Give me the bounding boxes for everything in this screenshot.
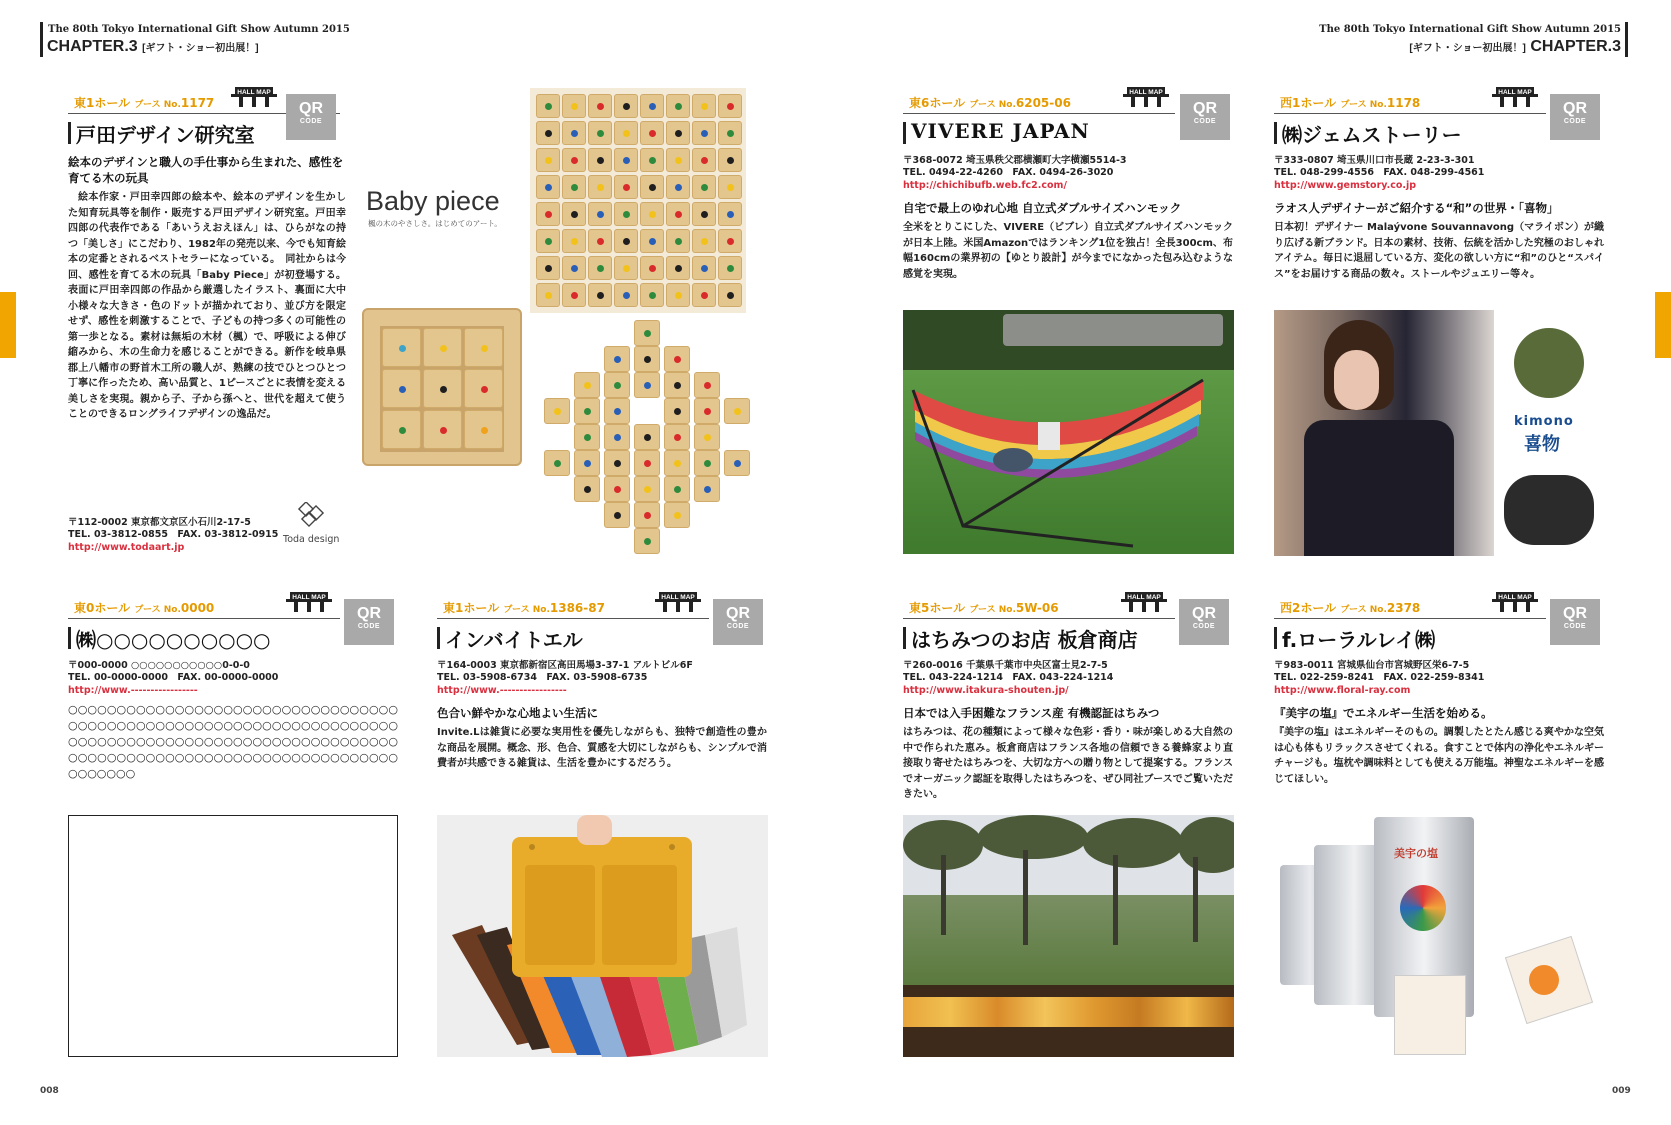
title-bar xyxy=(437,627,440,649)
wooden-block xyxy=(692,283,716,307)
product-photo-kimono xyxy=(1274,310,1604,556)
wooden-block xyxy=(423,369,462,408)
wooden-block xyxy=(640,256,664,280)
wooden-block xyxy=(664,502,690,528)
qr-code-icon[interactable] xyxy=(1550,94,1600,140)
wooden-block xyxy=(634,320,660,346)
wooden-block xyxy=(382,328,421,367)
qr-code-label: CODE xyxy=(1563,623,1587,630)
toda-logo-icon xyxy=(288,502,338,532)
title-bar xyxy=(903,627,906,649)
booth-prefix: ブース No. xyxy=(134,605,181,615)
wooden-block xyxy=(562,256,586,280)
tel-fax: TEL. 043-224-1214 FAX. 043-224-1214 xyxy=(903,672,1114,683)
chapter-subtitle-right: [ギフト・ショー初出展！] xyxy=(1409,43,1526,54)
tel-fax: TEL. 022-259-8241 FAX. 022-259-8341 xyxy=(1274,672,1485,683)
wooden-block xyxy=(382,410,421,449)
body-text: 全米をとりこにした、VIVERE（ビブレ）自立式ダブルサイズハンモックが日本上陸。米国Amazonではランキング1位を独占！全長300cm、布幅160cmの業界初の【ゆとり設計】が今までになかった包み込むような感覚を実現。 xyxy=(903,222,1233,280)
website-link[interactable]: http://www.floral-ray.com xyxy=(1274,685,1411,696)
wooden-block xyxy=(666,121,690,145)
wooden-block xyxy=(574,424,600,450)
wooden-block xyxy=(614,202,638,226)
wooden-block xyxy=(718,283,742,307)
wooden-block xyxy=(614,148,638,172)
header-bar-right xyxy=(1625,22,1628,57)
booth-number: 1178 xyxy=(1386,96,1421,110)
hall-name: 東0ホール xyxy=(74,601,131,615)
booth-prefix: ブース No. xyxy=(1340,100,1387,110)
wooden-block xyxy=(562,229,586,253)
booth-prefix: ブース No. xyxy=(503,605,550,615)
chapter-subtitle: [ギフト・ショー初出展！] xyxy=(142,43,259,54)
hall-map-icon[interactable] xyxy=(286,589,332,619)
wooden-block xyxy=(423,410,462,449)
wooden-block xyxy=(604,450,630,476)
postal-address: 〒333-0807 埼玉県川口市長蔵 2-23-3-301 xyxy=(1274,155,1475,166)
wooden-block xyxy=(694,476,720,502)
wooden-block xyxy=(464,369,503,408)
wooden-block xyxy=(562,121,586,145)
wooden-block xyxy=(562,148,586,172)
website-link[interactable]: http://www.gemstory.co.jp xyxy=(1274,180,1417,191)
wooden-block xyxy=(536,148,560,172)
wooden-block xyxy=(666,256,690,280)
booth-prefix: ブース No. xyxy=(134,100,181,110)
qr-code-icon[interactable] xyxy=(1179,599,1229,645)
company-name: インバイトエル xyxy=(445,628,583,652)
body-text: Invite.Lは雑貨に必要な実用性を優先しながらも、独特で創造性の豊かな商品を展開。概念、形、色合、質感を大切にしながらも、シンプルで消費者が共感できる雑貨は、生活を豊かにするだろう。 xyxy=(437,727,767,769)
package-label: 美宇の塩 xyxy=(1394,847,1438,860)
website-link[interactable]: http://www.----------------- xyxy=(437,685,567,696)
hall-map-icon[interactable] xyxy=(1492,84,1538,114)
booth-label xyxy=(1280,94,1420,111)
wooden-block xyxy=(718,256,742,280)
booth-label xyxy=(1280,599,1420,616)
wooden-block xyxy=(692,256,716,280)
wooden-block xyxy=(718,148,742,172)
wooden-block xyxy=(724,398,750,424)
wooden-block xyxy=(536,121,560,145)
wooden-block xyxy=(694,372,720,398)
hall-map-icon[interactable] xyxy=(655,589,701,619)
wooden-block xyxy=(588,175,612,199)
wooden-block xyxy=(640,283,664,307)
tel-fax: TEL. 00-0000-0000 FAX. 00-0000-0000 xyxy=(68,672,279,683)
qr-code-icon[interactable] xyxy=(1180,94,1230,140)
wooden-block xyxy=(634,450,660,476)
qr-label: QR xyxy=(726,605,750,622)
qr-code-label: CODE xyxy=(357,623,381,630)
product-photo-block-grid xyxy=(530,88,746,313)
page-number-right: 009 xyxy=(1612,1086,1631,1096)
postal-address: 〒983-0011 宮城県仙台市宮城野区栄6-7-5 xyxy=(1274,660,1470,671)
qr-code-icon[interactable] xyxy=(344,599,394,645)
wooden-block xyxy=(536,229,560,253)
wooden-block xyxy=(666,175,690,199)
wooden-block xyxy=(718,175,742,199)
brand-text: kimono xyxy=(1514,414,1574,429)
product-photo-hammock xyxy=(903,310,1234,554)
hall-map-icon[interactable] xyxy=(1121,589,1167,619)
body-text: ○○○○○○○○○○○○○○○○○○○○○○○○○○○○○○○○○○○○○○○○○○○○○○○○○○○○○○○○○○○○○○○○○○○○○○○○○○○○○○○○○○○○○○○○○○○○○○○○○○○○○○○○○○○○○○○○○○○○○○○○○○○○○○○○○○○○○○○○○○○○○○○ xyxy=(68,703,398,780)
qr-code-icon[interactable] xyxy=(713,599,763,645)
body-text: 日本初！デザイナー Malaývone Souvannavong（マライボン）が織り広げる新ブランド。日本の素材、技術、伝統を活かした究極のおしゃれアイテム。毎日に退屈している方、変化の欲しい方に“和”のひと“スパイス”をお届けする商品の数々。ストールやジュエリー等々。 xyxy=(1274,222,1604,280)
side-tab-right xyxy=(1655,292,1671,358)
hall-name: 東1ホール xyxy=(74,96,131,110)
wooden-block xyxy=(604,476,630,502)
image-placeholder-frame xyxy=(68,815,398,1057)
postal-address: 〒164-0003 東京都新宿区高田馬場3-37-1 アルトビル6F xyxy=(437,660,693,671)
wooden-block xyxy=(588,121,612,145)
wooden-block xyxy=(614,229,638,253)
wooden-block xyxy=(536,202,560,226)
tel-fax: TEL. 0494-22-4260 FAX. 0494-26-3020 xyxy=(903,167,1114,178)
booth-number: 0000 xyxy=(180,601,215,615)
wooden-block xyxy=(634,528,660,554)
booth-number: 1386-87 xyxy=(549,601,605,615)
website-link[interactable]: http://www.itakura-shouten.jp/ xyxy=(903,685,1069,696)
wooden-block xyxy=(634,346,660,372)
wooden-block xyxy=(588,94,612,118)
company-name: f.ローラルレイ㈱ xyxy=(1282,628,1436,652)
postal-address: 〒260-0016 千葉県千葉市中央区富士見2-7-5 xyxy=(903,660,1108,671)
wooden-block xyxy=(574,450,600,476)
hall-map-icon[interactable] xyxy=(231,84,277,114)
wooden-block xyxy=(692,148,716,172)
wooden-block xyxy=(666,229,690,253)
body-text: はちみつは、花の種類によって様々な色彩・香り・味が楽しめる大自然の中で作られた恵み。板倉商店はフランス各地の信頼できる養蜂家より直接取り寄せたはちみつを、大切な方への贈り物として提案する。フランスでオーガニック認証を取得したはちみつを、ぜひ同社ブースでご覧いただきたい。 xyxy=(903,727,1233,800)
wooden-block xyxy=(640,202,664,226)
wooden-block xyxy=(640,121,664,145)
wooden-block xyxy=(666,94,690,118)
wooden-block xyxy=(536,283,560,307)
booth-number: 2378 xyxy=(1386,601,1421,615)
qr-code-label: CODE xyxy=(1563,118,1587,125)
wooden-block xyxy=(692,175,716,199)
booth-number: 1177 xyxy=(180,96,215,110)
wooden-block xyxy=(718,229,742,253)
wooden-block xyxy=(724,450,750,476)
wooden-block xyxy=(604,372,630,398)
logo-text: Toda design xyxy=(283,534,340,545)
website-link[interactable]: http://www.todaart.jp xyxy=(68,542,185,553)
wooden-block xyxy=(692,94,716,118)
wooden-block xyxy=(574,398,600,424)
booth-label xyxy=(909,599,1059,616)
tel-fax: TEL. 03-3812-0855 FAX. 03-3812-0915 xyxy=(68,529,279,540)
wooden-block xyxy=(544,398,570,424)
wooden-block xyxy=(694,424,720,450)
hall-map-icon[interactable] xyxy=(1492,589,1538,619)
title-bar xyxy=(1274,122,1277,144)
wooden-block xyxy=(664,398,690,424)
company-name: 戸田デザイン研究室 xyxy=(76,123,255,147)
postal-address: 〒112-0002 東京都文京区小石川2-17-5 xyxy=(68,517,251,528)
wooden-block xyxy=(640,175,664,199)
qr-code-icon[interactable] xyxy=(1550,599,1600,645)
product-photo-diamond xyxy=(540,318,766,554)
wooden-block xyxy=(536,256,560,280)
qr-label: QR xyxy=(1563,605,1587,622)
qr-label: QR xyxy=(1193,100,1217,117)
product-photo-salt xyxy=(1274,815,1604,1057)
website-link[interactable]: http://www.----------------- xyxy=(68,685,198,696)
chapter-title: CHAPTER.3 xyxy=(47,38,138,55)
wooden-block xyxy=(640,94,664,118)
booth-number: 5W-06 xyxy=(1015,601,1059,615)
qr-label: QR xyxy=(299,100,323,117)
wooden-block xyxy=(588,283,612,307)
booth-label xyxy=(74,94,214,111)
wooden-block xyxy=(634,502,660,528)
title-bar xyxy=(1274,627,1277,649)
headline: ラオス人デザイナーがご紹介する“和”の世界・「喜物」 xyxy=(1274,201,1559,215)
booth-label xyxy=(909,94,1071,111)
wooden-block xyxy=(664,346,690,372)
headline: 自宅で最上のゆれ心地 自立式ダブルサイズハンモック xyxy=(903,201,1182,215)
wooden-block xyxy=(574,476,600,502)
wooden-block xyxy=(640,148,664,172)
wooden-block xyxy=(718,121,742,145)
wooden-block xyxy=(574,372,600,398)
page-number-left: 008 xyxy=(40,1086,59,1096)
booth-prefix: ブース No. xyxy=(969,605,1016,615)
company-name: ㈱○○○○○○○○○○ xyxy=(76,628,271,652)
wooden-block xyxy=(604,424,630,450)
wooden-block xyxy=(544,450,570,476)
body-text: 絵本作家・戸田幸四郎の絵本や、絵本のデザインを生かした知育玩具等を制作・販売する戸田デザイン研究室。戸田幸四郎の代表作である「あいうえおえほん」は、ひらがなの持つ「美しさ」にこだわり、1982年の発売以来、今でも知育絵本の定番とされるベストセラーになっている。 同社からは今回、感性を育てる木の玩具「Baby Piece」が初登場する。表面に戸田幸四郎の作品から厳選したイラスト、裏面に大中小様々な大きさ・色のドットが描かれており、並び方を限定せず、感性を刺激することで、子どもの持つ多くの可能性の第一歩となる。素材は無垢の木材（楓）で、呼吸による伸び縮みから、木の生命力を感じることができる。新作を岐阜県郡上八幡市の野首木工所の職人が、熟練の技でひとつひとつ丁寧に作ったため、高い品質と、1ピースごとに表情を変える美しさを実現。親から子、子から孫へと、世代を超えて使うことのできるロングライフデザインの逸品だ。 xyxy=(68,192,346,420)
wooden-block xyxy=(634,476,660,502)
booth-prefix: ブース No. xyxy=(1340,605,1387,615)
headline: 絵本のデザインと職人の手仕事から生まれた、感性を育てる木の玩具 xyxy=(68,155,344,185)
wooden-block xyxy=(666,202,690,226)
booth-number: 6205-06 xyxy=(1015,96,1071,110)
wooden-block xyxy=(614,175,638,199)
wooden-block xyxy=(536,175,560,199)
wooden-block xyxy=(588,256,612,280)
qr-code-label: CODE xyxy=(1192,623,1216,630)
booth-prefix: ブース No. xyxy=(969,100,1016,110)
postal-address: 〒000-0000 ○○○○○○○○○○○0-0-0 xyxy=(68,660,250,671)
wooden-block xyxy=(604,398,630,424)
wooden-block xyxy=(718,202,742,226)
wooden-block xyxy=(604,502,630,528)
qr-label: QR xyxy=(1563,100,1587,117)
hall-name: 西1ホール xyxy=(1280,96,1337,110)
qr-code-label: CODE xyxy=(1193,118,1217,125)
wooden-block xyxy=(640,229,664,253)
qr-code-label: CODE xyxy=(299,118,323,125)
wooden-block xyxy=(536,94,560,118)
chapter-label-right xyxy=(1409,38,1621,56)
show-name-right: The 80th Tokyo International Gift Show Autumn 2015 xyxy=(1319,24,1621,35)
wooden-block xyxy=(562,283,586,307)
wooden-block xyxy=(464,410,503,449)
headline: 『美宇の塩』でエネルギー生活を始める。 xyxy=(1274,706,1493,720)
wooden-block xyxy=(588,202,612,226)
wooden-block xyxy=(664,476,690,502)
wooden-block xyxy=(664,450,690,476)
wooden-block xyxy=(614,94,638,118)
tel-fax: TEL. 048-299-4556 FAX. 048-299-4561 xyxy=(1274,167,1485,178)
company-name: ㈱ジェムストーリー xyxy=(1282,123,1462,147)
wooden-block xyxy=(382,369,421,408)
wooden-block xyxy=(588,229,612,253)
title-bar xyxy=(68,122,71,144)
chapter-title-right: CHAPTER.3 xyxy=(1530,38,1621,55)
title-bar xyxy=(903,122,906,144)
title-bar xyxy=(68,627,71,649)
wooden-block xyxy=(562,202,586,226)
hall-name: 東5ホール xyxy=(909,601,966,615)
wooden-block xyxy=(692,202,716,226)
headline: 色合い鮮やかな心地よい生活に xyxy=(437,706,598,720)
hall-name: 東1ホール xyxy=(443,601,500,615)
side-tab-left xyxy=(0,292,16,358)
tel-fax: TEL. 03-5908-6734 FAX. 03-5908-6735 xyxy=(437,672,648,683)
hall-name: 西2ホール xyxy=(1280,601,1337,615)
wooden-block xyxy=(588,148,612,172)
wooden-block xyxy=(562,175,586,199)
qr-code-label: CODE xyxy=(726,623,750,630)
brand-kanji: 喜物 xyxy=(1524,434,1560,455)
wooden-block xyxy=(666,283,690,307)
wooden-block xyxy=(614,256,638,280)
headline: 日本では入手困難なフランス産 有機認証はちみつ xyxy=(903,706,1160,720)
wooden-block xyxy=(634,372,660,398)
product-photo-wooden-box xyxy=(356,304,528,470)
company-name: VIVERE JAPAN xyxy=(911,119,1090,143)
wooden-block xyxy=(692,229,716,253)
qr-label: QR xyxy=(1192,605,1216,622)
wooden-block xyxy=(664,372,690,398)
body-text: 『美宇の塩』はエネルギーそのもの。調製したとたん感じる爽やかな空気は心も体もリラックスさせてくれる。食すことで体内の浄化やエネルギーチャージも。塩枕や調味料としても使える万能塩。神聖なエネルギーを感じてほしい。 xyxy=(1274,727,1604,785)
booth-label xyxy=(74,599,214,616)
hall-name: 東6ホール xyxy=(909,96,966,110)
postal-address: 〒368-0072 埼玉県秩父郡横瀬町大字横瀬5514-3 xyxy=(903,155,1127,166)
wooden-block xyxy=(692,121,716,145)
wooden-block xyxy=(614,283,638,307)
product-photo-bag-organizer xyxy=(437,815,768,1057)
booth-label xyxy=(443,599,605,616)
wooden-block xyxy=(694,398,720,424)
wooden-block xyxy=(423,328,462,367)
website-link[interactable]: http://chichibufb.web.fc2.com/ xyxy=(903,180,1067,191)
qr-code-icon[interactable] xyxy=(286,94,336,140)
hall-map-icon[interactable] xyxy=(1123,84,1169,114)
product-photo-honey-park xyxy=(903,815,1234,1057)
header-bar-left xyxy=(40,22,43,57)
chapter-label-left xyxy=(47,38,259,56)
wooden-block xyxy=(664,424,690,450)
wooden-block xyxy=(666,148,690,172)
company-name: はちみつのお店 板倉商店 xyxy=(911,628,1138,652)
wooden-block xyxy=(718,94,742,118)
baby-piece-subtitle: 楓の木のやさしさ。はじめてのアート。 xyxy=(368,219,502,228)
wooden-block xyxy=(634,424,660,450)
wooden-block xyxy=(562,94,586,118)
wooden-block xyxy=(694,450,720,476)
wooden-block xyxy=(604,346,630,372)
show-name-left: The 80th Tokyo International Gift Show Autumn 2015 xyxy=(48,24,350,35)
wooden-block xyxy=(464,328,503,367)
baby-piece-title: Baby piece xyxy=(366,186,500,216)
wooden-block xyxy=(614,121,638,145)
qr-label: QR xyxy=(357,605,381,622)
